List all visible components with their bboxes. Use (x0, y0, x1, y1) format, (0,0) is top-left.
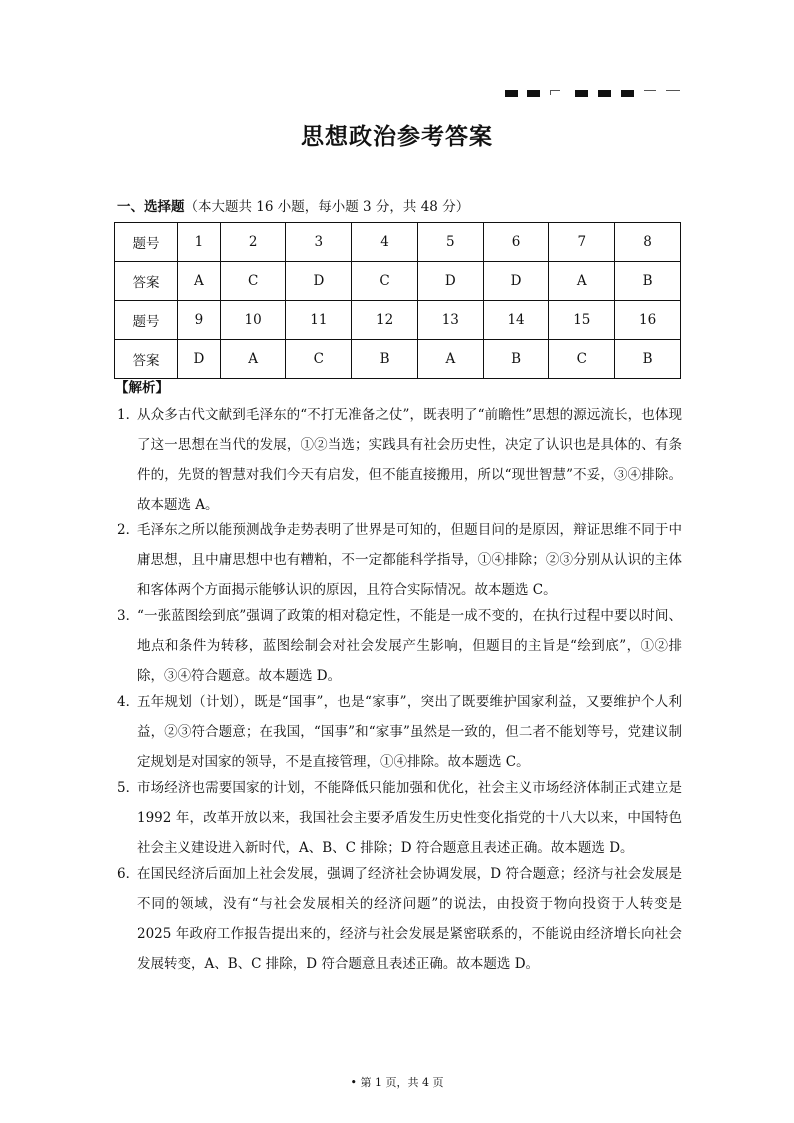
section-heading-note: （本大题共 16 小题，每小题 3 分，共 48 分） (184, 199, 470, 215)
analysis-item-text: 市场经济也需要国家的计划，不能降低只能加强和优化，社会主义市场经济体制正式建立是 1992 年，改革开放以来，我国社会主要矛盾发生历史性变化指党的十八大以来，中国特色社会主义建设进入新时代，A、B、C 排除；D 符合题意且表述正确。故本题选 D。 (137, 780, 682, 856)
answer-table-cell: 7 (549, 223, 615, 262)
answer-table-cell: B (615, 340, 681, 379)
answer-table-cell: B (483, 340, 549, 379)
answer-table-row (115, 223, 681, 262)
analysis-label: 【解析】 (115, 380, 169, 396)
answer-table-cell: A (549, 262, 615, 301)
analysis-item-text: 从众多古代文献到毛泽东的“不打无准备之仗”，既表明了“前瞻性”思想的源远流长，也体现了这一思想在当代的发展，①②当选；实践具有社会历史性，决定了认识也是具体的、有条件的，先贤的智慧对我们今天有启发，但不能直接搬用，所以“现世智慧”不妥，③④排除。故本题选 A。 (137, 407, 682, 513)
answer-table (114, 222, 681, 379)
analysis-item-number: 4． (117, 694, 140, 710)
answer-table-cell: D (483, 262, 549, 301)
answer-table-cell: A (178, 262, 221, 301)
analysis-item-text: 毛泽东之所以能预测战争走势表明了世界是可知的，但题目问的是原因，辩证思维不同于中庸思想，且中庸思想中也有糟粕，不一定都能科学指导，①④排除；②③分别从认识的主体和客体两个方面揭示能够认识的原因，且符合实际情况。故本题选 C。 (137, 522, 682, 598)
answer-table-cell: B (352, 340, 418, 379)
answer-table-row (115, 262, 681, 301)
section-heading (117, 195, 469, 215)
answer-table-row (115, 301, 681, 340)
analysis-item-number: 5． (117, 780, 140, 796)
answer-table-row-header: 答案 (115, 262, 178, 301)
analysis-item-1 (117, 400, 682, 520)
analysis-item-number: 1． (117, 407, 140, 423)
answer-table-cell: 8 (615, 223, 681, 262)
analysis-item-text: 五年规划（计划），既是“国事”，也是“家事”，突出了既要维护国家利益，又要维护个人利益，②③符合题意；在我国，“国事”和“家事”虽然是一致的，但二者不能划等号，党建议制定规划是对国家的领导，不是直接管理，①④排除。故本题选 C。 (137, 694, 682, 770)
answer-table-cell: A (417, 340, 483, 379)
answer-table-cell: 16 (615, 301, 681, 340)
page-title: 思想政治参考答案 (301, 123, 493, 150)
page-number: • 第 1 页，共 4 页 (350, 1076, 444, 1089)
answer-table-cell: 15 (549, 301, 615, 340)
answer-table-cell: B (615, 262, 681, 301)
answer-table-cell: 3 (286, 223, 352, 262)
answer-table-cell: C (549, 340, 615, 379)
analysis-item-3 (117, 601, 682, 691)
answer-table-cell: 14 (483, 301, 549, 340)
answer-table-cell: 5 (417, 223, 483, 262)
analysis-item-number: 2． (117, 522, 140, 538)
analysis-item-6 (117, 859, 682, 979)
answer-table-row-header: 答案 (115, 340, 178, 379)
answer-table-row-header: 题号 (115, 301, 178, 340)
analysis-item-2 (117, 515, 682, 605)
answer-table-cell: C (286, 340, 352, 379)
answer-table-row (115, 340, 681, 379)
section-heading-label: 一、选择题 (117, 199, 185, 215)
answer-table-cell: 10 (220, 301, 286, 340)
answer-table-cell: D (178, 340, 221, 379)
answer-table-cell: A (220, 340, 286, 379)
analysis-item-number: 6． (117, 866, 140, 882)
answer-table-row-header: 题号 (115, 223, 178, 262)
answer-table-cell: D (417, 262, 483, 301)
answer-table-cell: C (352, 262, 418, 301)
analysis-item-text: 在国民经济后面加上社会发展，强调了经济社会协调发展，D 符合题意；经济与社会发展是不同的领域，没有“与社会发展相关的经济问题”的说法，由投资于物向投资于人转变是 2025 年政府工作报告提出来的，经济与社会发展是紧密联系的，不能说由经济增长向社会发展转变，A、B、C 排除，D 符合题意且表述正确。故本题选 D。 (137, 866, 682, 972)
answer-table-cell: 11 (286, 301, 352, 340)
analysis-item-text: “一张蓝图绘到底”强调了政策的相对稳定性，不能是一成不变的，在执行过程中要以时间、地点和条件为转移，蓝图绘制会对社会发展产生影响，但题目的主旨是“绘到底”，①②排除，③④符合题意。故本题选 D。 (137, 608, 682, 684)
answer-table-cell: 4 (352, 223, 418, 262)
analysis-item-4 (117, 687, 682, 777)
answer-table-cell: 13 (417, 301, 483, 340)
analysis-item-number: 3． (117, 608, 140, 624)
answer-table-cell: C (220, 262, 286, 301)
answer-table-cell: 12 (352, 301, 418, 340)
answer-table-cell: 9 (178, 301, 221, 340)
answer-table-cell: 1 (178, 223, 221, 262)
answer-table-cell: 2 (220, 223, 286, 262)
analysis-item-5 (117, 773, 682, 863)
answer-table-cell: 6 (483, 223, 549, 262)
answer-table-cell: D (286, 262, 352, 301)
